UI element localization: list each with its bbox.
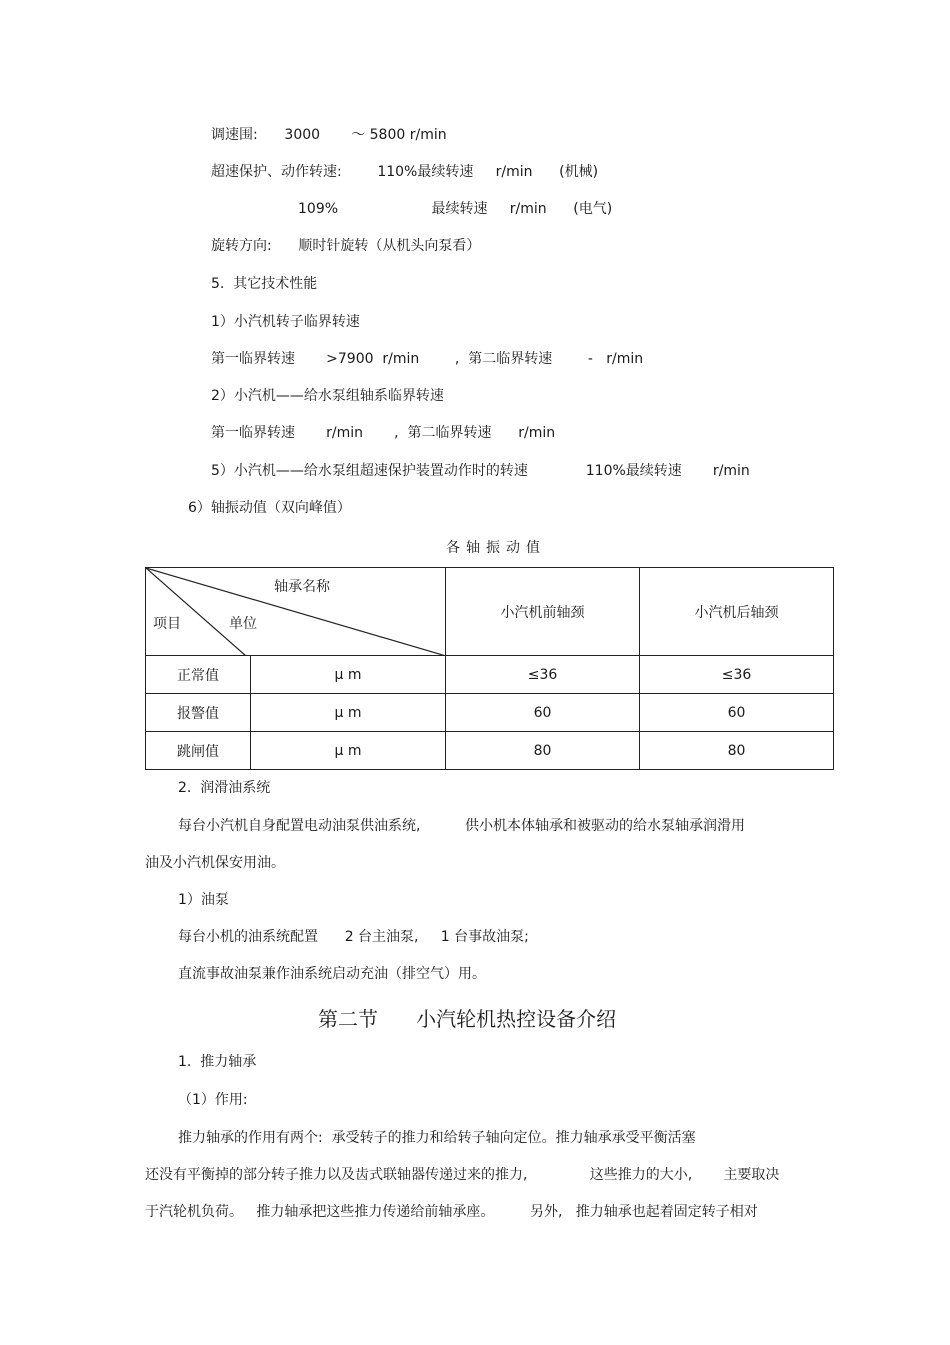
row-name: 报警值: [146, 694, 251, 732]
vibration-table: [145, 567, 834, 770]
row-rear-value: 60: [640, 694, 834, 732]
row-rear-value: 80: [640, 732, 834, 770]
text-line-critical-speed-values-2: 第一临界转速 r/min , 第二临界转速 r/min: [211, 425, 556, 441]
text-line-thrust-desc-2: 还没有平衡掉的部分转子推力以及齿式联轴器传递过来的推力, 这些推力的大小, 主要取决: [145, 1167, 780, 1183]
text-line-pump-config: 每台小机的油系统配置 2 台主油泵, 1 台事故油泵;: [178, 929, 529, 945]
text-line-oil-pump: 1）油泵: [178, 892, 229, 908]
text-line-shaft-system-critical-speed: 2）小汽机——给水泵组轴系临界转速: [211, 388, 444, 404]
table-caption: 各轴振动值: [446, 540, 546, 556]
text-line-shaft-vibration: 6）轴振动值（双向峰值）: [188, 500, 351, 516]
text-line-function: （1）作用:: [178, 1092, 248, 1108]
text-line-rotor-critical-speed: 1）小汽机转子临界转速: [211, 314, 360, 330]
table-row: [146, 656, 834, 694]
row-front-value: ≤36: [446, 656, 640, 694]
text-line-rotation-direction: 旋转方向: 顺时针旋转（从机头向泵看）: [211, 238, 481, 254]
text-line-critical-speed-values-1: 第一临界转速 >7900 r/min , 第二临界转速 - r/min: [211, 351, 644, 367]
table-header-row: [146, 568, 834, 656]
text-line-thrust-bearing: 1. 推力轴承: [178, 1054, 257, 1070]
row-name: 正常值: [146, 656, 251, 694]
row-unit: μ m: [251, 694, 446, 732]
text-line-lube-oil-desc-2: 油及小汽机保安用油。: [145, 855, 285, 871]
header-unit: 单位: [229, 616, 257, 632]
row-name: 跳闸值: [146, 732, 251, 770]
row-unit: μ m: [251, 732, 446, 770]
section-title: 第二节 小汽轮机热控设备介绍: [318, 1007, 617, 1031]
diagonal-header-cell: [146, 568, 446, 656]
text-line-thrust-desc-1: 推力轴承的作用有两个: 承受转子的推力和给转子轴向定位。推力轴承承受平衡活塞: [178, 1130, 696, 1146]
text-line-lube-oil-desc-1: 每台小汽机自身配置电动油泵供油系统, 供小机本体轴承和被驱动的给水泵轴承润滑用: [178, 818, 745, 834]
text-line-lube-oil-system: 2. 润滑油系统: [178, 780, 271, 796]
table-row: [146, 694, 834, 732]
text-line-overspeed-device: 5）小汽机——给水泵组超速保护装置动作时的转速 110%最续转速 r/min: [211, 463, 750, 479]
row-unit: μ m: [251, 656, 446, 694]
text-line-other-performance: 5. 其它技术性能: [211, 276, 318, 292]
text-line-speed-range: 调速围: 3000 ～ 5800 r/min: [211, 127, 447, 143]
header-rear-journal: 小汽机后轴颈: [640, 568, 834, 656]
header-item: 项目: [153, 616, 181, 632]
text-line-overspeed-electrical: 109% 最续转速 r/min (电气): [298, 201, 613, 217]
text-line-overspeed-mechanical: 超速保护、动作转速: 110%最续转速 r/min (机械): [211, 164, 599, 180]
text-line-dc-pump: 直流事故油泵兼作油系统启动充油（排空气）用。: [178, 966, 486, 982]
header-front-journal: 小汽机前轴颈: [446, 568, 640, 656]
row-front-value: 60: [446, 694, 640, 732]
row-rear-value: ≤36: [640, 656, 834, 694]
row-front-value: 80: [446, 732, 640, 770]
table-row: [146, 732, 834, 770]
text-line-thrust-desc-3: 于汽轮机负荷。 推力轴承把这些推力传递给前轴承座。 另外, 推力轴承也起着固定转子相对: [145, 1204, 758, 1220]
header-bearing-name: 轴承名称: [274, 579, 330, 595]
